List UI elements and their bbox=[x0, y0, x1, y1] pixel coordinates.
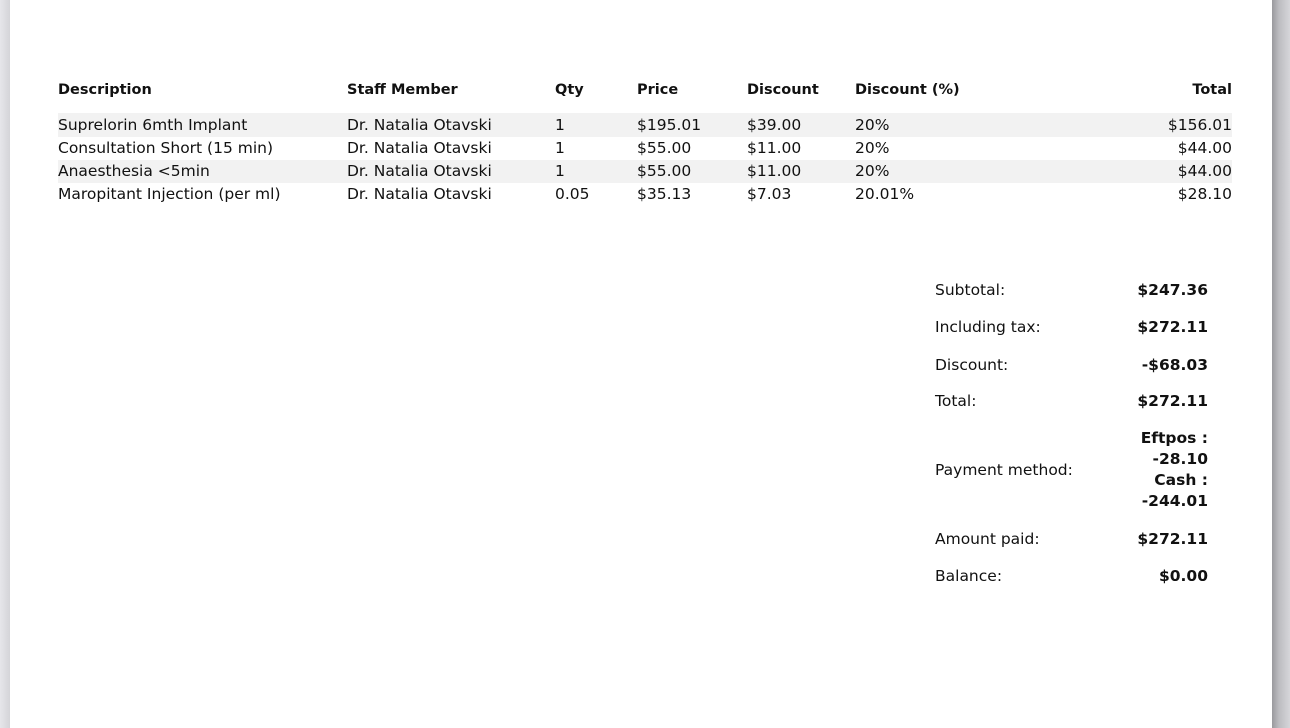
row-price: $55.00 bbox=[637, 139, 692, 157]
payment-method-value: Eftpos : -28.10 Cash : -244.01 bbox=[1140, 429, 1208, 510]
tax-value: $272.11 bbox=[1137, 318, 1208, 336]
row-qty: 1 bbox=[555, 162, 565, 180]
row-description: Anaesthesia <5min bbox=[58, 162, 210, 180]
table-row bbox=[58, 160, 1232, 183]
discount-value: -$68.03 bbox=[1141, 355, 1208, 374]
row-staff-member: Dr. Natalia Otavski bbox=[347, 139, 492, 157]
row-discount-percent: 20% bbox=[855, 162, 890, 180]
summary-discount-row bbox=[935, 346, 1208, 383]
viewer-scrollbar[interactable] bbox=[1272, 0, 1290, 728]
row-price: $55.00 bbox=[637, 162, 692, 180]
header-price: Price bbox=[637, 82, 679, 98]
row-qty: 1 bbox=[555, 139, 565, 157]
table-header-row bbox=[58, 80, 1232, 101]
amount-paid-value: $272.11 bbox=[1137, 530, 1208, 548]
summary-payment-row bbox=[935, 419, 1208, 521]
header-discount: Discount bbox=[747, 82, 819, 98]
row-total: $28.10 bbox=[1177, 185, 1232, 203]
discount-label: Discount: bbox=[935, 355, 1009, 374]
row-discount-percent: 20.01% bbox=[855, 185, 915, 203]
table-row bbox=[58, 183, 1232, 206]
row-discount: $11.00 bbox=[747, 139, 802, 157]
summary-balance-row bbox=[935, 557, 1208, 595]
invoice-page bbox=[10, 0, 1272, 728]
header-description: Description bbox=[58, 82, 152, 98]
summary-subtotal-row bbox=[935, 272, 1208, 308]
row-price: $195.01 bbox=[637, 116, 702, 134]
payment-method-label: Payment method: bbox=[935, 461, 1073, 479]
total-label: Total: bbox=[935, 392, 977, 410]
total-value: $272.11 bbox=[1137, 392, 1208, 410]
balance-label: Balance: bbox=[935, 567, 1003, 585]
table-row bbox=[58, 113, 1232, 137]
amount-paid-label: Amount paid: bbox=[935, 530, 1040, 548]
row-staff-member: Dr. Natalia Otavski bbox=[347, 116, 492, 134]
row-total: $44.00 bbox=[1177, 139, 1232, 157]
row-description: Suprelorin 6mth Implant bbox=[58, 116, 248, 134]
row-description: Maropitant Injection (per ml) bbox=[58, 185, 281, 203]
row-qty: 1 bbox=[555, 116, 565, 134]
header-discount-percent: Discount (%) bbox=[855, 82, 960, 98]
invoice-summary bbox=[935, 272, 1208, 595]
subtotal-label: Subtotal: bbox=[935, 281, 1006, 299]
subtotal-value: $247.36 bbox=[1137, 281, 1208, 299]
balance-value: $0.00 bbox=[1158, 567, 1208, 585]
table-row bbox=[58, 137, 1232, 160]
row-discount: $39.00 bbox=[747, 116, 802, 134]
header-staff-member: Staff Member bbox=[347, 82, 458, 98]
viewer-background bbox=[0, 0, 10, 728]
header-qty: Qty bbox=[555, 82, 584, 98]
header-total: Total bbox=[1192, 82, 1232, 98]
row-discount-percent: 20% bbox=[855, 139, 890, 157]
tax-label: Including tax: bbox=[935, 318, 1041, 336]
line-items-table bbox=[58, 80, 1232, 206]
summary-tax-row bbox=[935, 308, 1208, 346]
summary-total-row bbox=[935, 383, 1208, 419]
row-staff-member: Dr. Natalia Otavski bbox=[347, 162, 492, 180]
row-discount-percent: 20% bbox=[855, 116, 890, 134]
row-price: $35.13 bbox=[637, 185, 692, 203]
row-total: $156.01 bbox=[1167, 116, 1232, 134]
row-staff-member: Dr. Natalia Otavski bbox=[347, 185, 492, 203]
row-discount: $11.00 bbox=[747, 162, 802, 180]
row-qty: 0.05 bbox=[555, 185, 590, 203]
summary-paid-row bbox=[935, 521, 1208, 557]
row-total: $44.00 bbox=[1177, 162, 1232, 180]
row-description: Consultation Short (15 min) bbox=[58, 139, 274, 157]
row-discount: $7.03 bbox=[747, 185, 792, 203]
